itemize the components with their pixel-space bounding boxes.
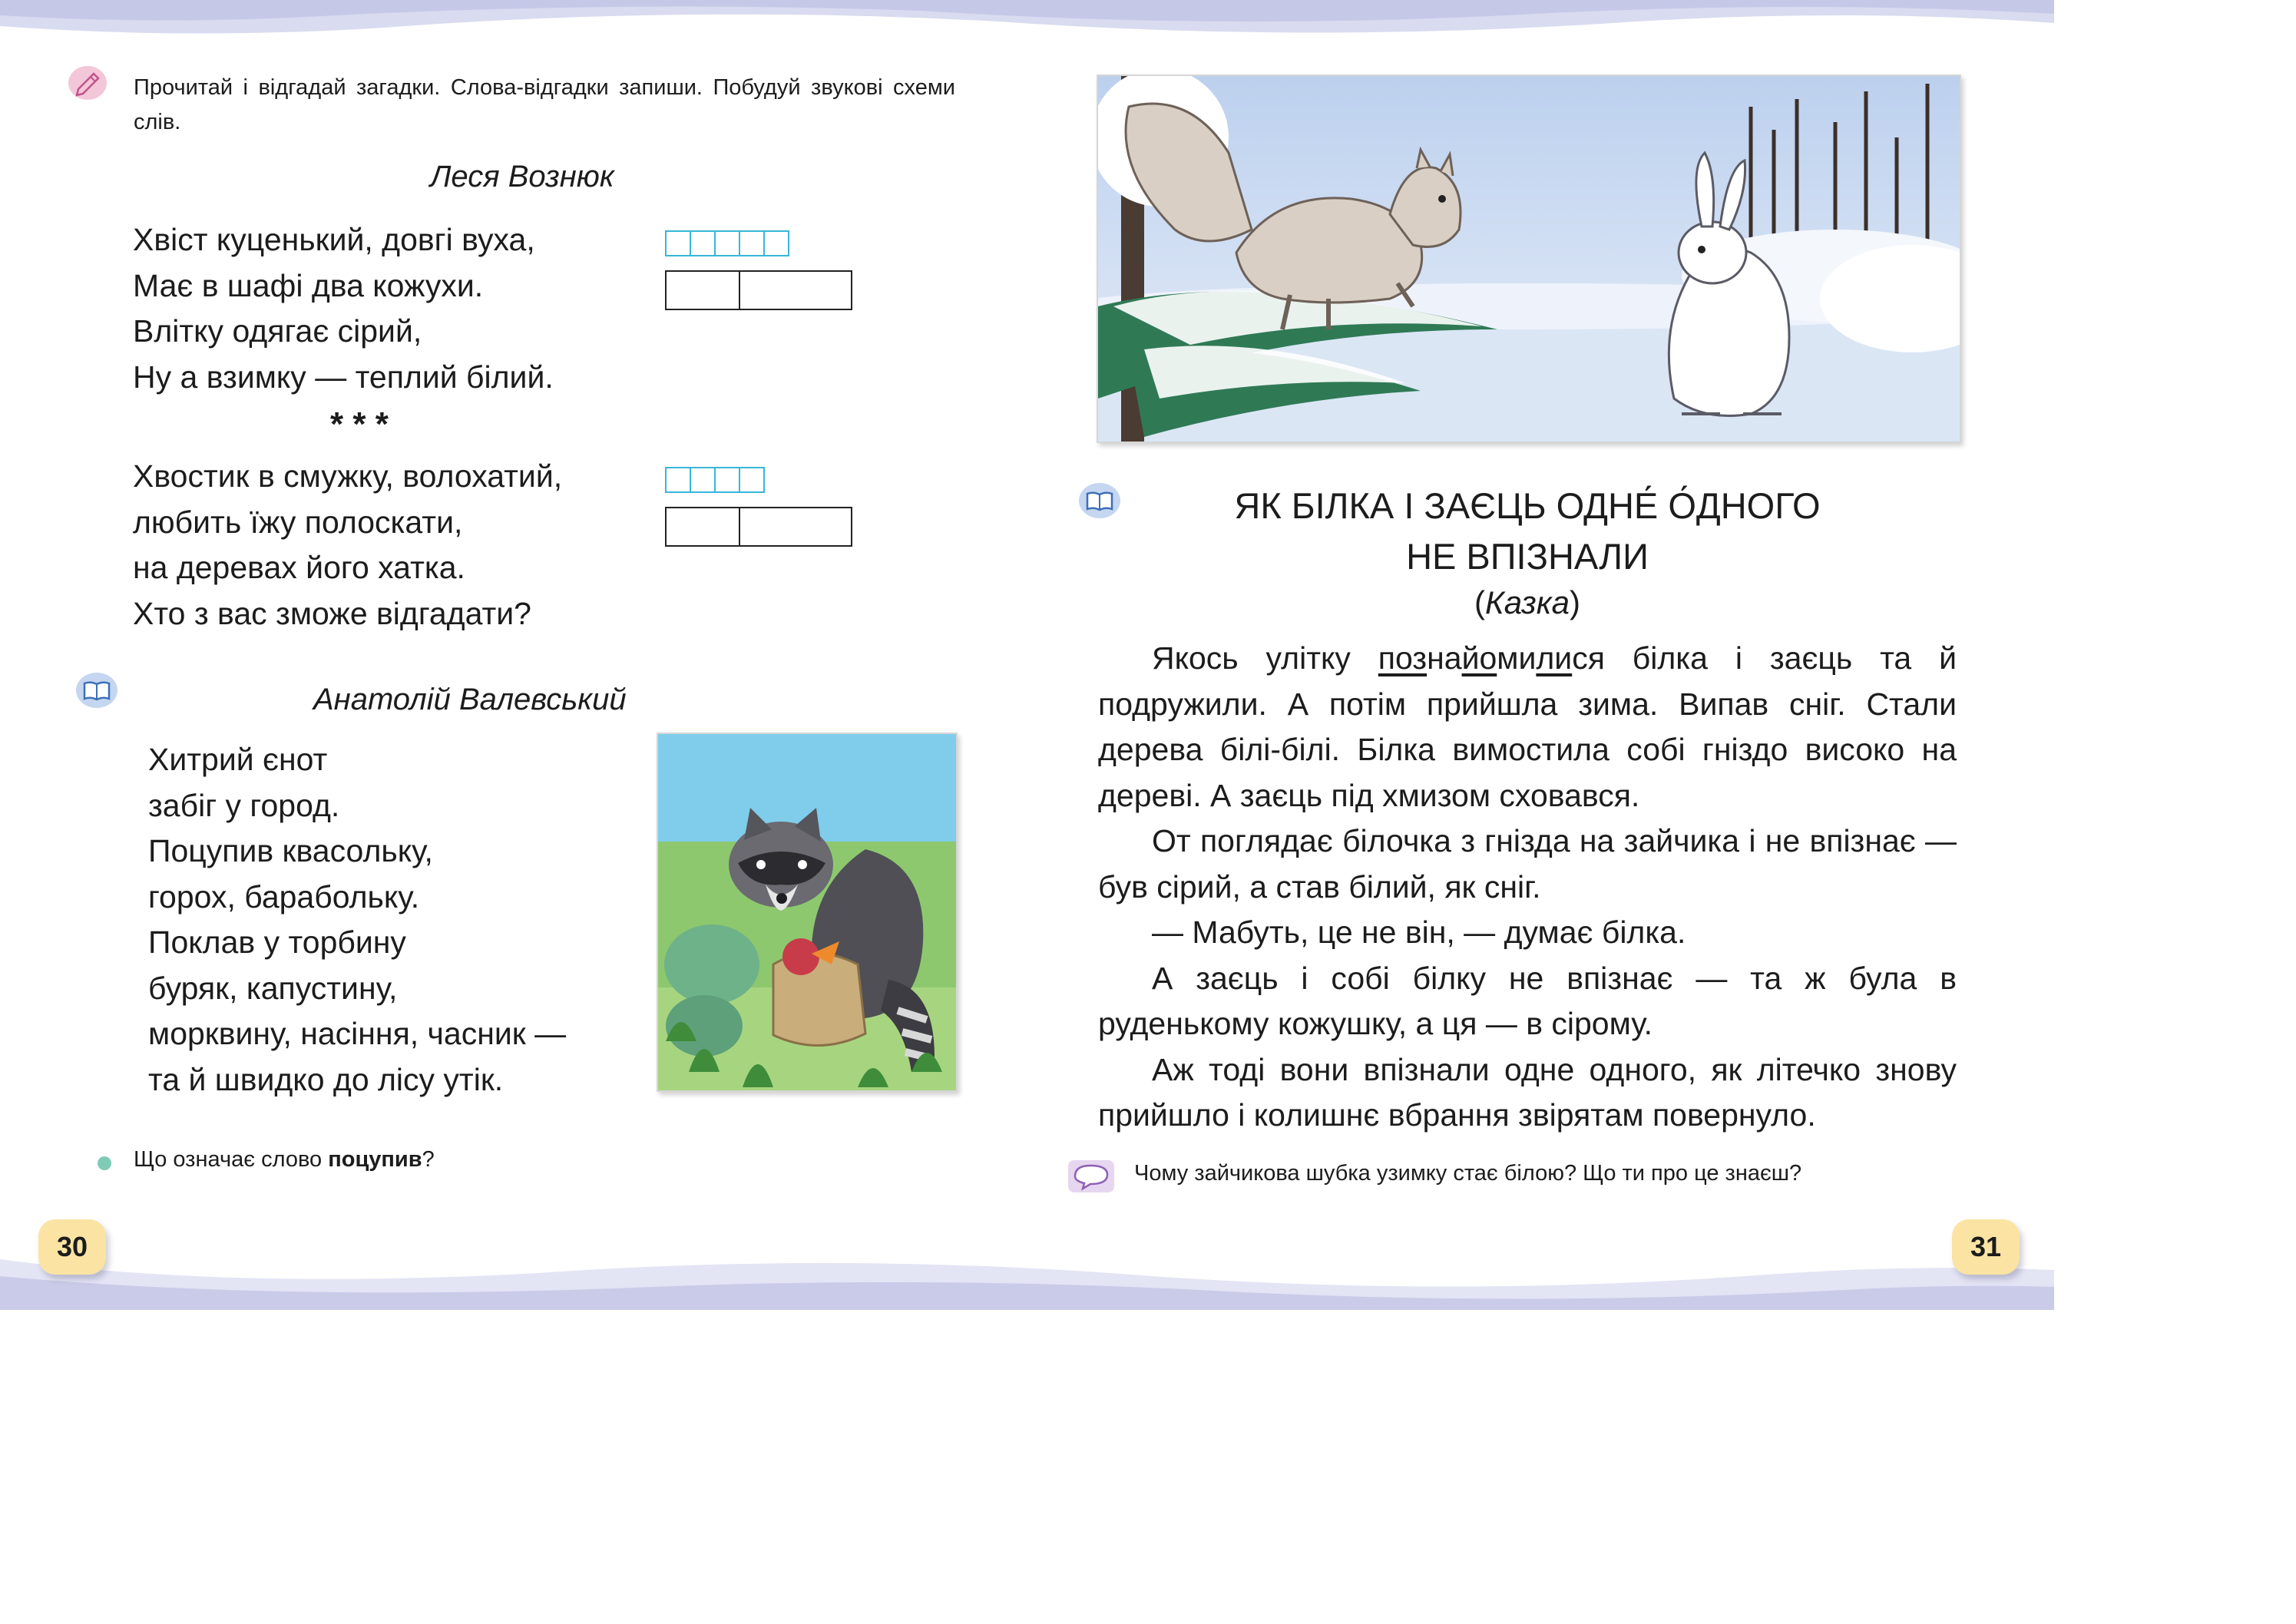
bullet-dot-icon xyxy=(97,1156,112,1171)
page-number-right: 31 xyxy=(1952,1219,2020,1275)
genre-label: Казка xyxy=(1485,584,1570,620)
vocabulary-question-text: Що означає слово xyxy=(134,1147,329,1172)
story-text-span: на xyxy=(1427,640,1462,676)
story-paragraph: Аж тоді вони впізнали одне одного, як літечко знову прийшло і колишнє вбрання звірятам повернуло. xyxy=(1098,1051,1957,1133)
riddle-2-line: любить їжу полоскати, xyxy=(133,504,463,540)
poem-line: Хитрий єнот xyxy=(148,742,328,777)
story-paragraph: От поглядає білочка з гнізда на зайчика і не впізнає — був сірий, а став білий, як сніг. xyxy=(1098,823,1957,905)
riddle-author: Леся Вознюк xyxy=(430,160,614,193)
story-text-span: білка і заєць та й подружили. А потім прийшла зима. Випав сніг. Стали дерева білі-білі. Білка вимостила собі гніздо високо на дереві. А заєць під хмизом сховався. xyxy=(1098,640,1957,813)
poem-line: горох, барабольку. xyxy=(148,878,420,915)
discussion-question: Чому зайчикова шубка узимку стає білою? Що ти про це знаєш? xyxy=(1134,1161,1802,1186)
vocabulary-question-word: поцупив xyxy=(328,1147,422,1172)
story-text-span: Якось улітку xyxy=(1152,640,1378,676)
story-text-span: ми xyxy=(1497,640,1537,676)
vocabulary-question-mark: ? xyxy=(422,1147,435,1172)
poem-line: забіг у город. xyxy=(148,787,340,823)
story-text-span: ся xyxy=(1572,640,1605,676)
story-paragraph xyxy=(1098,636,1957,819)
story-title-line: ЯК БІЛКА І ЗАЄЦЬ ОДНЕ́ О́ДНОГО xyxy=(1234,485,1821,526)
book-icon xyxy=(75,671,118,709)
syllable-scheme-2[interactable] xyxy=(665,507,852,547)
riddle-1-line: Хвіст куценький, довгі вуха, xyxy=(133,222,535,257)
genre-paren: ( xyxy=(1474,584,1486,620)
story-genre xyxy=(1097,584,1958,621)
story-paragraph: А заєць і собі білку не впізнає — та ж була в руденькому кожушку, а ця — в сірому. xyxy=(1098,960,1957,1041)
genre-paren: ) xyxy=(1569,584,1580,620)
vocabulary-question xyxy=(134,1147,435,1173)
raccoon-illustration xyxy=(657,733,958,1092)
poem-line: морквину, насіння, часник — xyxy=(148,1016,567,1051)
story-title xyxy=(1097,481,1958,582)
top-band xyxy=(0,0,2054,49)
page-number-left: 30 xyxy=(38,1219,106,1275)
poem-line: та й швидко до лісу утік. xyxy=(148,1061,504,1097)
story-text xyxy=(1098,636,1957,1139)
speech-bubble-icon xyxy=(1067,1159,1115,1193)
riddle-1 xyxy=(133,217,554,400)
bottom-band xyxy=(0,1236,2054,1310)
poem xyxy=(148,737,566,1103)
story-title-line: НЕ ВПІЗНАЛИ xyxy=(1406,536,1649,577)
riddle-1-line: Має в шафі два кожухи. xyxy=(133,267,484,303)
riddle-2 xyxy=(133,454,562,637)
poem-line: буряк, капустину, xyxy=(148,970,398,1006)
poem-author: Анатолій Валевський xyxy=(313,683,627,716)
sound-scheme-2[interactable] xyxy=(665,467,765,493)
riddle-2-line: Хто з вас зможе відгадати? xyxy=(133,595,531,631)
poem-line: Поцупив квасольку, xyxy=(148,833,433,868)
riddle-separator: * * * xyxy=(330,405,389,443)
syllable-underline: поз xyxy=(1378,640,1428,676)
riddle-1-line: Ну а взимку — теплий білий. xyxy=(133,359,554,395)
pencil-icon xyxy=(68,64,108,101)
riddle-2-line: Хвостик в смужку, волохатий, xyxy=(133,458,563,494)
syllable-underline: ли xyxy=(1536,640,1573,676)
syllable-underline: йо xyxy=(1461,640,1497,676)
poem-line: Поклав у торбину xyxy=(148,924,406,960)
riddle-1-line: Влітку одягає сірий, xyxy=(133,313,422,349)
syllable-scheme-1[interactable] xyxy=(665,270,852,310)
task-instruction: Прочитай і відгадай загадки. Слова-відгадки запиши. Побудуй звукові схеми слів. xyxy=(134,75,955,134)
story-paragraph: — Мабуть, це не він, — думає білка. xyxy=(1152,915,1686,950)
squirrel-hare-illustration xyxy=(1097,74,1961,443)
sound-scheme-1[interactable] xyxy=(665,230,789,256)
riddle-2-line: на деревах його хатка. xyxy=(133,550,465,585)
